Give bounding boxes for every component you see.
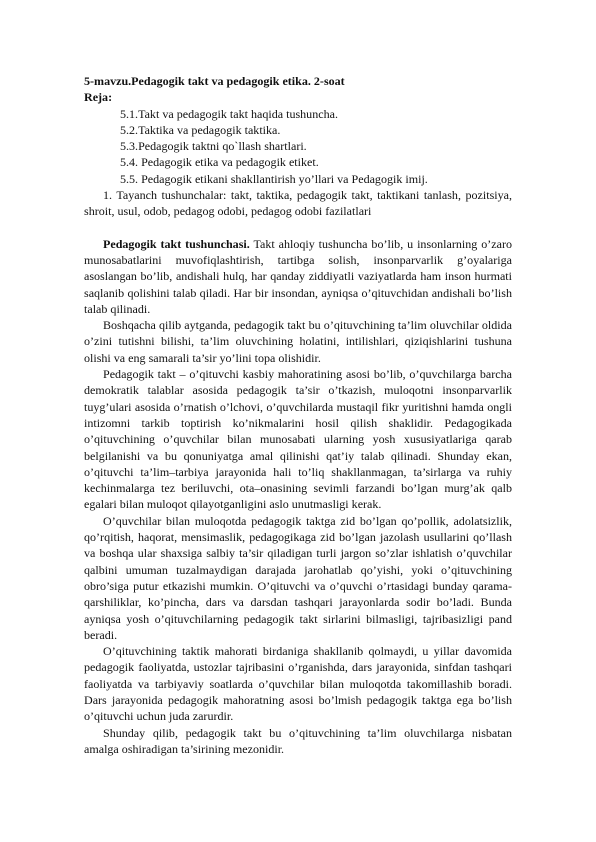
plan-list (84, 106, 512, 187)
plan-item: 5.2.Taktika va pedagogik taktika. (120, 122, 281, 137)
plan-item: 5.4. Pedagogik etika va pedagogik etiket. (120, 155, 319, 170)
document-body (84, 73, 512, 757)
paragraph-6: Shunday qilib, pedagogik takt bu o’qituvchining ta’lim oluvchilarga nisbatan amalga oshiradigan ta’sirining mezonidir. (84, 725, 512, 756)
paragraph-2: Boshqacha qilib aytganda, pedagogik takt bu o’qituvchining ta’lim oluvchilar oldida o’zini tutishni bilishi, ta’lim oluvchining holatini, intilishlari, qiziqishlarini tushuna olishi va eng samarali ta’sir yo’lini topa olishidir. (84, 318, 512, 365)
plan-item: 5.5. Pedagogik etikani shakllantirish yo’llari va Pedagogik imij. (120, 171, 428, 186)
paragraph-5: O’qituvchining taktik mahorati birdaniga shakllanib qolmaydi, u yillar davomida pedagogik faoliyatda, ustozlar tajribasini o’rganishda, dars jarayonida, sinfdan tashqari faoliyatda va tarbiyaviy soatlarda o’quvchilar bilan muloqotda takomillashib boradi. Dars jarayonida pedagogik mahoratning asosi bo’lmish pedagogik taktga ega bo’lish o’qituvchi uchun juda zarurdir. (84, 644, 512, 724)
blank-line (84, 220, 512, 236)
paragraph-3: Pedagogik takt – o’qituvchi kasbiy mahoratining asosi bo’lib, o’quvchilarga barcha demokratik talablar asosida pedagogik ta’sir o’tkazish, muloqotni insonparvarlik tuyg’ulari asosida o’rnatish o’lchovi, o’quvchilarda mustaqil fikr yuritishni hamda ongli intizomni tarkib toptirish ko’nikmalarini hosil qilish shaklidir. Pedagogikada o’qituvchining o’quvchilar bilan munosabati ularning yosh xususiyatlariga qarab belgilanishi va bu qonuniyatga amal qilinishi qat’iy talab qilinadi. Shunday ekan, o’qituvchi ta’lim–tarbiya jarayonida hali to’liq shakllanmagan, ta’sirlarga va ruhiy kechinmalarga tez beriluvchi, ota–onasining sevimli farzandi bo’lgan murg’ak qalb egalari bilan muloqot qilayotganligini aslo unutmasligi kerak. (84, 367, 512, 512)
paragraph-1 (84, 236, 512, 317)
plan-item: 5.1.Takt va pedagogik takt haqida tushuncha. (120, 106, 338, 121)
section-title: Pedagogik takt tushunchasi. (103, 236, 250, 251)
paragraph-4: O’quvchilar bilan muloqotda pedagogik taktga zid bo’lgan qo’pollik, adolatsizlik, qo’rqitish, haqorat, mensimaslik, pedagogikaga zid bo’lgan jazolash usullarini qo’llash va boshqa ular shaxsiga salbiy ta’sir qiladigan turli jargon so’zlar ishlatish o’quvchilar qalbini umuman tuzalmaydigan darajada jarohatlab qo’yishi, yoki o’qituvchining obro’siga putur etkazishi mumkin. O’qituvchi va o’quvchi o’rtasidagi bunday qarama-qarshiliklar, ko’pincha, dars va darsdan tashqari jarayonlarda sodir bo’ladi. Bunda ayniqsa yosh o’qituvchilarning pedagogik takt sirlarini bilmasligi, tajribasizligi pand beradi. (84, 513, 512, 642)
plan-item: 5.3.Pedagogik taktni qo`llash shartlari. (120, 139, 307, 154)
key-concepts: 1. Tayanch tushunchalar: takt, taktika, pedagogik takt, taktikani tanlash, pozitsiya, shroit, usul, odob, pedagog odobi, pedagog odobi fazilatlari (84, 188, 512, 219)
lecture-title: 5-mavzu.Pedagogik takt va pedagogik etika. 2-soat (84, 74, 345, 88)
paragraph-1-text: Takt ahloqiy tushuncha bo’lib, u insonlarning o’zaro munosabatlarini muvofiqlashtirish, tartibga solish, insonparvarlik g’oyalariga asoslangan bo’lib, andishali hulq, har qanday ziddiyatli vaziyatlarda ham inson hurmati saqlanib qolishini talab qiladi. Har bir insondan, ayniqsa o’qituvchidan andishali bo’lish talab qilinadi. (84, 236, 512, 316)
plan-label: Reja: (84, 90, 113, 105)
